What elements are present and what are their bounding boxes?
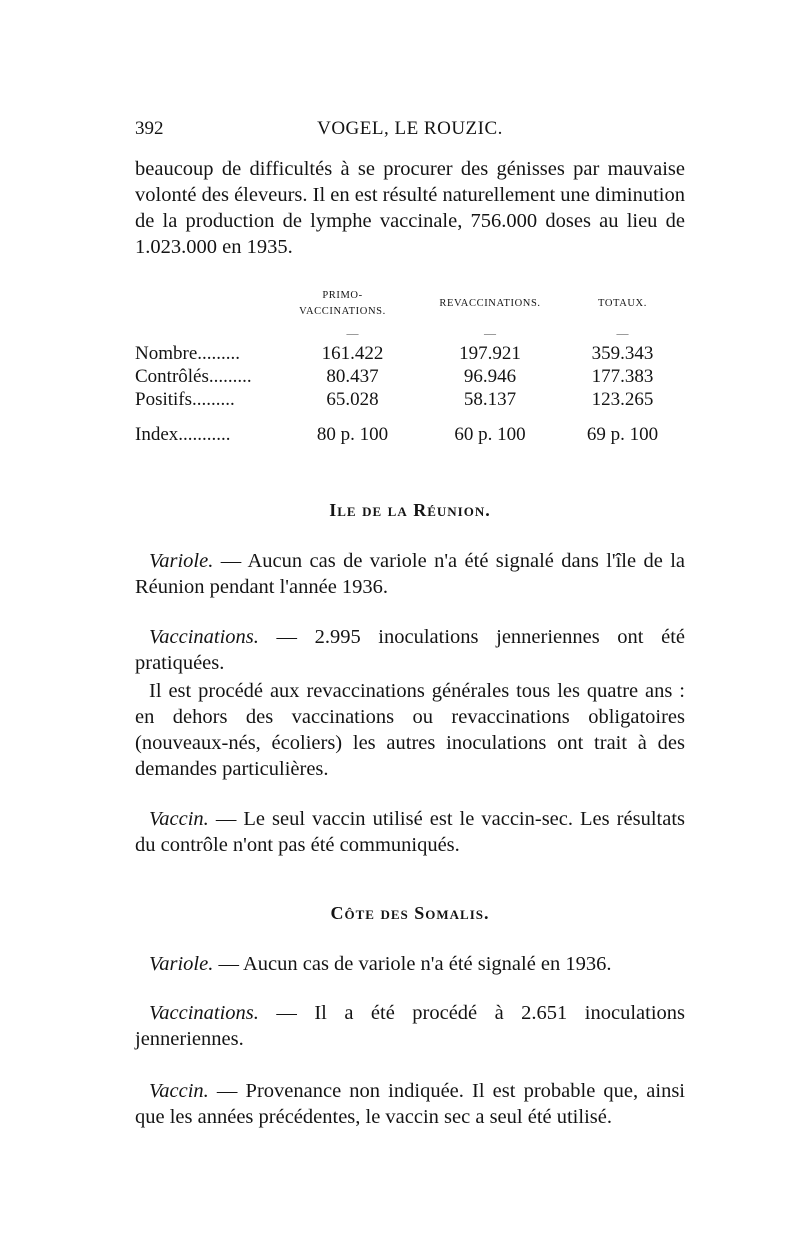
table-cell: 197.921 [459, 343, 521, 364]
table-cell: 123.265 [591, 389, 654, 410]
reunion-variole-label: Variole. [149, 550, 214, 572]
table-cell: 65.028 [326, 389, 379, 410]
reunion-vaccinations-text: — 2.995 inoculations jenneriennes ont été pratiquées. [135, 626, 685, 674]
reunion-vaccinations-paragraph [135, 624, 685, 676]
table-spacer-row [135, 411, 685, 423]
somalis-vaccin-paragraph [135, 1078, 685, 1130]
table-cell: 80 p. 100 [316, 424, 389, 445]
reunion-revaccinations-paragraph: Il est procédé aux revaccinations générales tous les quatre ans : en dehors des vaccinations ou revaccinations obligatoires (nouveaux-nés, écoliers) les autres inoculations ont trait à des demandes particulières. [135, 680, 685, 780]
row-label: Nombre......... [135, 343, 241, 364]
table-cell: 359.343 [591, 343, 654, 364]
somalis-vaccin-text: — Provenance non indiquée. Il est probable que, ainsi que les années précédentes, le vaccin sec a seul été utilisé. [135, 1080, 685, 1128]
page-number: 392 [135, 118, 164, 139]
reunion-vaccinations-label: Vaccinations. [149, 626, 259, 648]
table-cell: 60 p. 100 [454, 424, 526, 445]
somalis-variole-paragraph [135, 951, 685, 977]
somalis-variole-text: — Aucun cas de variole n'a été signalé en 1936. [213, 953, 612, 975]
somalis-vaccinations-text: — Il a été procédé à 2.651 inoculations jenneriennes. [135, 1002, 685, 1050]
somalis-variole-label: Variole. [149, 953, 214, 975]
table-header-totaux: TOTAUX. [598, 298, 647, 309]
somalis-vaccinations-paragraph [135, 1000, 685, 1052]
table-dash-row [135, 324, 685, 342]
dash-cell: — [346, 326, 359, 340]
table-cell: 69 p. 100 [586, 424, 659, 445]
table-header-revacc: REVACCINATIONS. [439, 298, 541, 309]
reunion-vaccin-paragraph [135, 806, 685, 858]
table-row-positifs [135, 388, 685, 411]
table-row-controles [135, 365, 685, 388]
table-header-row [135, 288, 685, 324]
running-header [135, 118, 685, 148]
dash-cell [135, 324, 285, 342]
somalis-vaccin-label: Vaccin. [149, 1080, 209, 1102]
table-cell: 58.137 [463, 389, 517, 410]
table-row-nombre [135, 342, 685, 365]
table-header-empty [135, 288, 285, 324]
row-label: Index........... [135, 424, 231, 445]
table-cell: 80.437 [326, 366, 379, 387]
reunion-variole-paragraph [135, 548, 685, 600]
running-title: VOGEL, LE ROUZIC. [317, 118, 503, 139]
table-header-primo: PRIMO-VACCINATIONS. [299, 290, 386, 317]
section-heading-somalis: Côte des Somalis. [330, 903, 490, 923]
table-row-index [135, 423, 685, 446]
row-label: Positifs......... [135, 389, 235, 410]
table-cell: 96.946 [463, 366, 517, 387]
reunion-vaccin-label: Vaccin. [149, 808, 209, 830]
vaccination-stats-table [135, 288, 685, 446]
table-cell: 177.383 [591, 366, 654, 387]
dash-cell: — [484, 326, 496, 340]
intro-paragraph: beaucoup de difficultés à se procurer des génisses par mauvaise volonté des éleveurs. Il en est résulté naturellement une diminution de la production de lymphe vaccinale, 756.000 doses au lieu de 1.023.000 en 1935. [135, 158, 685, 258]
table-cell: 161.422 [321, 343, 384, 364]
reunion-vaccin-text: — Le seul vaccin utilisé est le vaccin-sec. Les résultats du contrôle n'ont pas été communiqués. [135, 808, 685, 856]
section-heading-reunion: Ile de la Réunion. [329, 500, 491, 520]
somalis-vaccinations-label: Vaccinations. [149, 1002, 259, 1024]
dash-cell: — [616, 326, 629, 340]
row-label: Contrôlés......... [135, 366, 252, 387]
reunion-variole-text: — Aucun cas de variole n'a été signalé dans l'île de la Réunion pendant l'année 1936. [135, 550, 685, 598]
